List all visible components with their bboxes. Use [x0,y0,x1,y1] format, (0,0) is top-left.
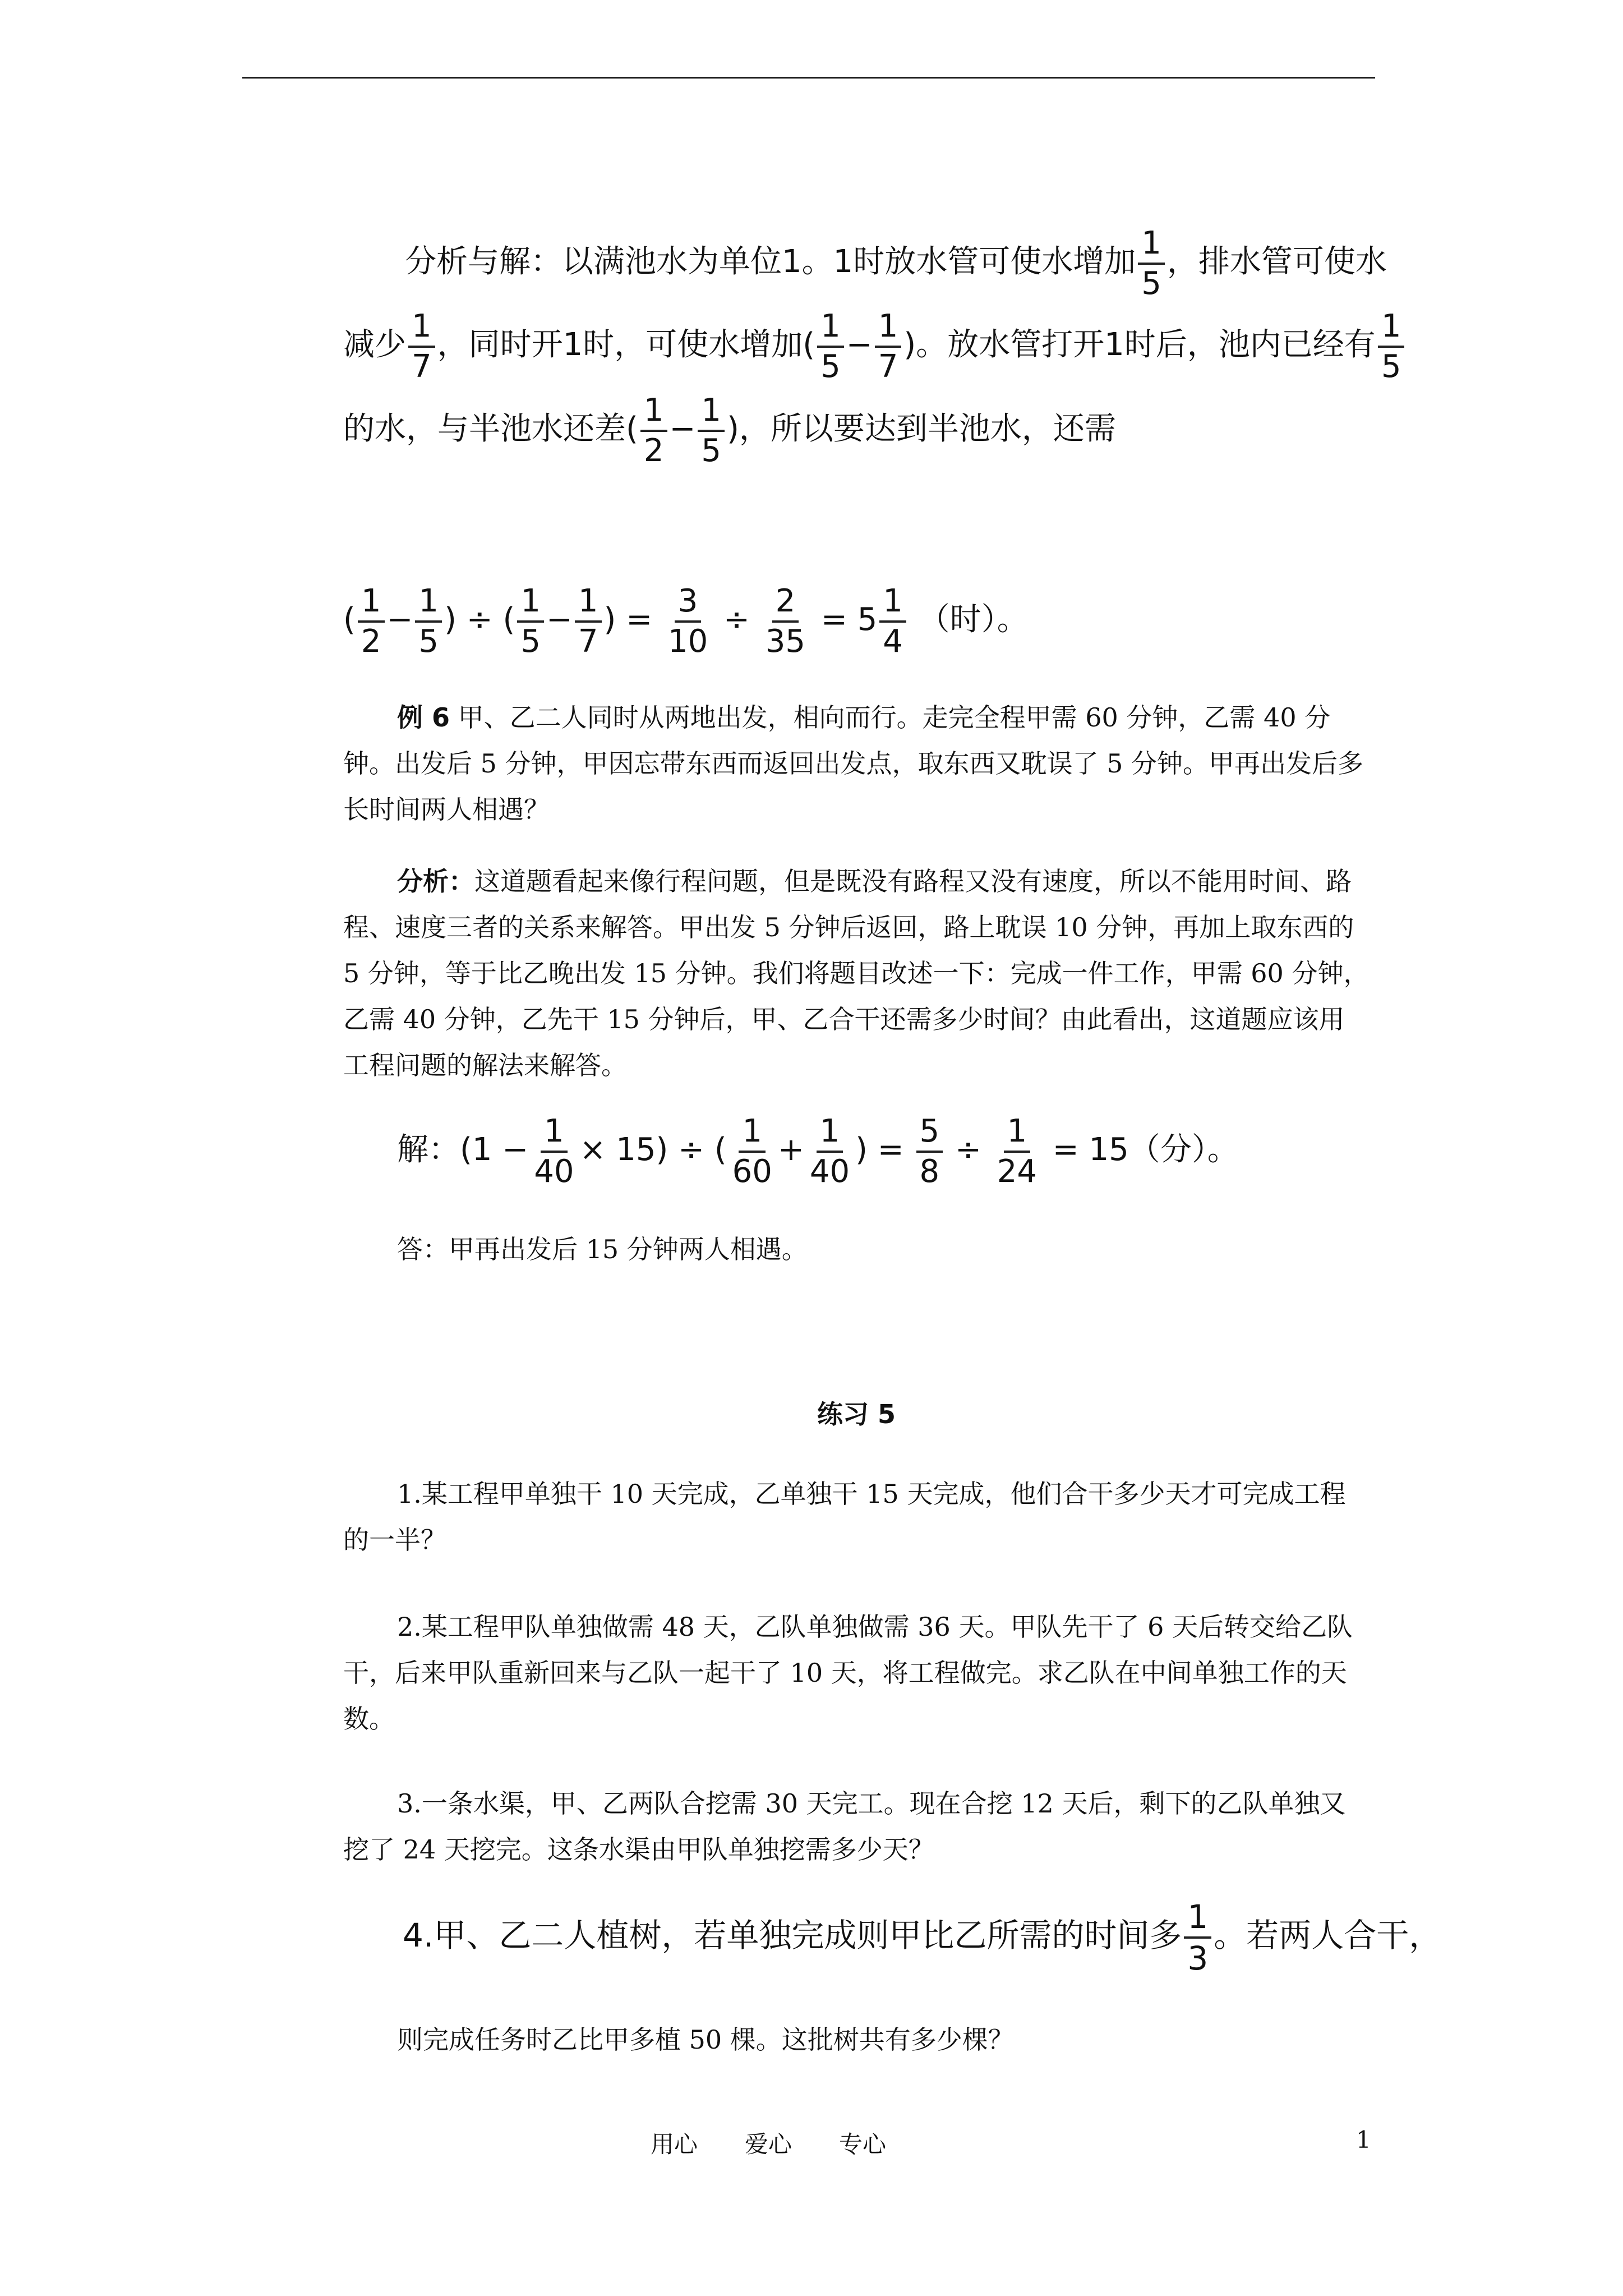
mixed-number-whole: 5 [857,601,878,638]
analysis-block [405,220,1426,304]
example-6-label: 例 6 [397,702,450,733]
header-rule [242,77,1375,79]
fraction: $\frac{1}{40}$ [809,1112,850,1190]
fraction: $\frac{1}{60}$ [732,1112,772,1190]
fraction: $\frac{1}{5}$ [1138,228,1165,300]
practice-q1: 1.某工程甲单独干 10 天完成，乙单独干 15 天完成，他们合干多少天才可完成工程的一半？ [343,1479,1346,1555]
practice-q2: 2.某工程甲队单独做需 48 天，乙队单独做需 36 天。甲队先干了 6 天后转交给乙队干，后来甲队重新回来与乙队一起干了 10 天，将工程做完。求乙队在中间单独工作的天数。 [343,1612,1353,1734]
fraction: $\frac{1}{7}$ [875,311,902,383]
analysis-6-text: 这道题看起来像行程问题，但是既没有路程又没有速度，所以不能用时间、路程、速度三者的关系来解答。甲出发 5 分钟后返回，路上耽误 10 分钟，再加上取东西的 5 分钟，等于比乙晚出发 15 分钟。我们将题目改述一下：完成一件工作，甲需 60 分钟，乙需 40 分钟，乙先干 15 分钟后，甲、乙合干还需多少时间？由此看出，这道题应该用工程问题的解法来解答。 [343,866,1370,1080]
fraction: $\frac{1}{5}$ [698,395,725,467]
page-number: 1 [1356,2126,1371,2154]
footer-motto: 用心 爱心 专心 [651,2131,887,2158]
fraction: $\frac{1}{2}$ [640,395,667,467]
example-6-paragraph [343,694,1370,832]
fraction: $\frac{2}{35}$ [765,582,806,660]
fraction: $\frac{1}{5}$ [817,311,844,383]
fraction: $\frac{1}{2}$ [358,586,385,657]
analysis-line-1 [405,220,1426,304]
solution-6-equation: 解：(1 − $\frac{1}{40}$ × 15) ÷ ( $\frac{1}{60}$ + $\frac{1}{40}$ ) = $\frac{5}{8}$ ÷ $\frac{1}{24}$ = 15（分）。 [397,1112,1239,1190]
practice-q3: 3.一条水渠，甲、乙两队合挖需 30 天完工。现在合挖 12 天后，剩下的乙队单独又挖了 24 天挖完。这条水渠由甲队单独挖需多少天？ [343,1788,1346,1865]
fraction: $\frac{1}{7}$ [408,311,435,383]
practice-q4-continued: 则完成任务时乙比甲多植 50 棵。这批树共有多少棵？ [397,2024,1014,2055]
fraction: $\frac{1}{7}$ [575,586,602,657]
analysis-text: ，排水管可使水 [1166,243,1387,280]
fraction: $\frac{1}{40}$ [534,1112,574,1190]
fraction: $\frac{5}{8}$ [916,1116,943,1188]
analysis-line-3: 的水，与半池水还差( $\frac{1}{2}$ − $\frac{1}{5}$ )，所以要达到半池水，还需 [343,392,1116,469]
fraction: $\frac{3}{10}$ [667,582,708,660]
fraction: $\frac{1}{3}$ [1184,1901,1211,1975]
equation-1: ( $\frac{1}{2}$ − $\frac{1}{5}$ ) ÷ ( $\frac{1}{5}$ − $\frac{1}{7}$ ) = $\frac{3}{10}$ ÷ $\frac{2}{35}$ = 5 $\frac{1}{4}$ （时）。 [343,582,1029,660]
fraction: $\frac{1}{5}$ [415,586,442,657]
fraction: $\frac{1}{5}$ [1378,311,1405,383]
answer-6: 答：甲再出发后 15 分钟两人相遇。 [397,1234,808,1264]
practice-q4: 4.甲、乙二人植树，若单独完成则甲比乙所需的时间多 $\frac{1}{3}$ 。若两人合干， [403,1897,1442,1977]
analysis-6-paragraph [343,858,1370,1088]
fraction: $\frac{1}{4}$ [879,586,906,657]
fraction: $\frac{1}{24}$ [997,1112,1037,1190]
solution-label: 解： [397,1131,460,1168]
fraction: $\frac{1}{5}$ [517,586,544,657]
analysis-text: 分析与解：以满池水为单位1。1时放水管可使水增加 [405,243,1136,280]
practice-title: 练习 5 [817,1399,896,1429]
example-6-text: 甲、乙二人同时从两地出发，相向而行。走完全程甲需 60 分钟，乙需 40 分钟。出发后 5 分钟，甲因忘带东西而返回出发点，取东西又耽误了 5 分钟。甲再出发后多长时间两人相遇？ [343,702,1364,825]
analysis-6-label: 分析： [397,866,474,896]
analysis-line-2: 减少 $\frac{1}{7}$ ，同时开1时，可使水增加( $\frac{1}{5}$ − $\frac{1}{7}$ )。放水管打开1时后，池内已经有 $\frac{1}{5}$ [343,303,1426,387]
